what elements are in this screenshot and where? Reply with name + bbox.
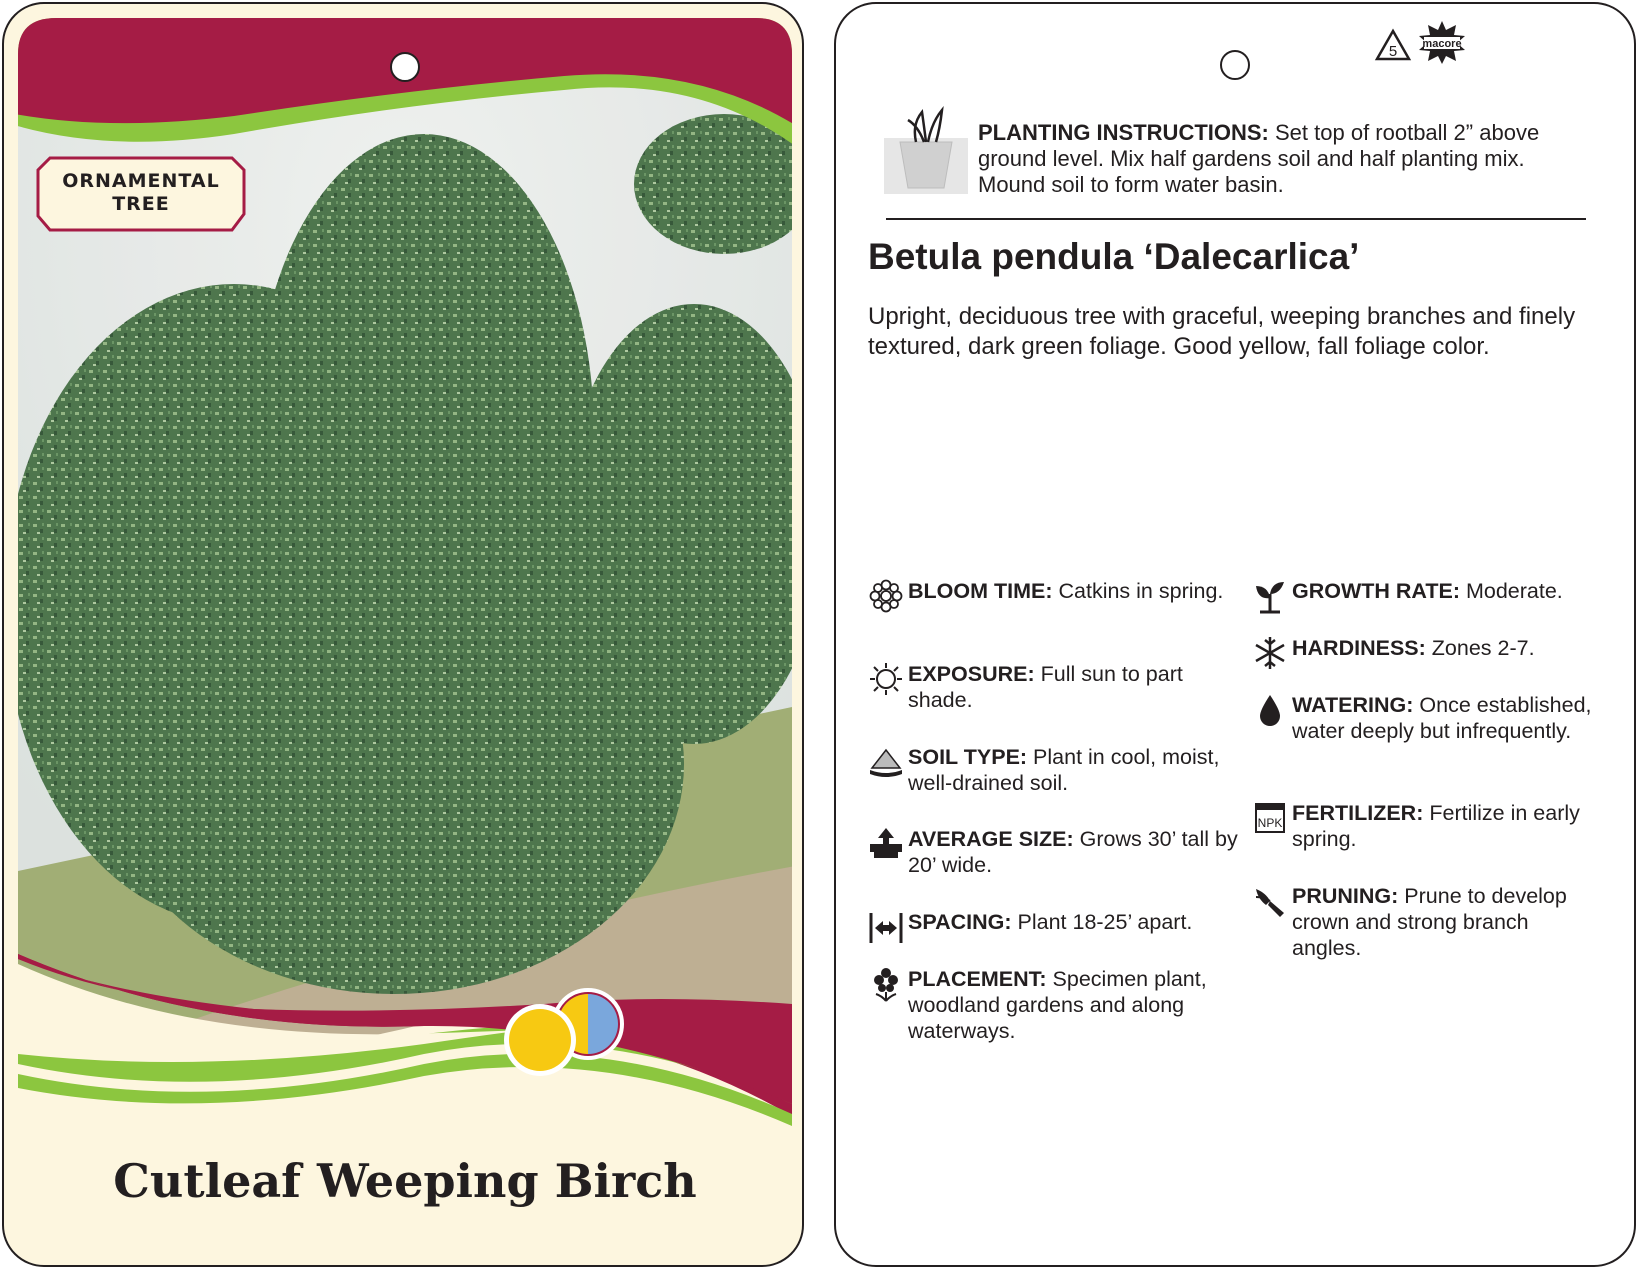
- pot-icon: [884, 106, 968, 198]
- attr-label: SOIL TYPE:: [908, 745, 1028, 769]
- front-card: [2, 2, 804, 1267]
- npk-label: NPK: [1257, 816, 1283, 830]
- attr-pruning: [1292, 883, 1602, 961]
- full-sun-icon: [504, 1004, 576, 1076]
- size-icon: [868, 826, 904, 862]
- attr-growth-rate: [1292, 578, 1602, 604]
- attr-label: GROWTH RATE:: [1292, 579, 1460, 603]
- water-drop-icon: [1252, 692, 1288, 728]
- attr-text: Plant 18-25’ apart.: [1011, 910, 1193, 934]
- common-name: Cutleaf Weeping Birch: [113, 1154, 697, 1208]
- npk-icon: [1252, 800, 1288, 836]
- attr-exposure: [908, 661, 1248, 713]
- hang-hole: [1220, 50, 1250, 80]
- attr-text: Fertilize in early spring.: [1292, 801, 1580, 851]
- attr-text: Zones 2-7.: [1425, 636, 1535, 660]
- sun-icon: [868, 661, 904, 697]
- back-card: [834, 2, 1636, 1267]
- plant-description: Upright, deciduous tree with graceful, weeping branches and finely textured, dark green foliage. Good yellow, fall foliage color.: [868, 303, 1576, 360]
- attr-label: EXPOSURE:: [908, 662, 1035, 686]
- category-badge: [36, 156, 246, 234]
- badge-line-2: TREE: [112, 193, 170, 215]
- attr-bloom-time: [908, 578, 1248, 604]
- recycle-icon: [1374, 28, 1412, 64]
- attr-label: HARDINESS:: [1292, 636, 1426, 660]
- attr-soil-type: [908, 744, 1248, 796]
- attr-placement: [908, 966, 1248, 1044]
- divider-rule: [886, 218, 1586, 220]
- attr-label: PLACEMENT:: [908, 967, 1047, 991]
- planting-text: Set top of rootball 2” above ground level. Mix half gardens soil and half planting mix. Mound soil to form water basin.: [978, 120, 1540, 197]
- flower-icon: [868, 578, 904, 614]
- placement-icon: [868, 966, 904, 1002]
- attr-label: SPACING:: [908, 910, 1012, 934]
- attr-text: Grows 30’ tall by 20’ wide.: [908, 827, 1238, 877]
- attr-label: AVERAGE SIZE:: [908, 827, 1074, 851]
- attr-text: Prune to develop crown and strong branch angles.: [1292, 884, 1567, 960]
- attr-hardiness: [1292, 635, 1602, 661]
- attr-label: PRUNING:: [1292, 884, 1399, 908]
- attr-average-size: [908, 826, 1248, 878]
- brand-mark: macore: [1422, 38, 1462, 50]
- attr-text: Moderate.: [1460, 579, 1563, 603]
- badge-line-1: ORNAMENTAL: [62, 170, 220, 192]
- attr-fertilizer: [1257, 800, 1602, 852]
- attr-watering: [1292, 692, 1602, 744]
- attr-text: Catkins in spring.: [1052, 579, 1224, 603]
- planting-instructions: [884, 106, 1584, 200]
- exposure-icons: [502, 984, 642, 1084]
- recycle-number: 5: [1388, 43, 1398, 60]
- hang-hole: [390, 52, 420, 82]
- attr-label: WATERING:: [1292, 693, 1414, 717]
- attr-text: Specimen plant, woodland gardens and along waterways.: [908, 967, 1207, 1043]
- sprout-icon: [1252, 578, 1288, 614]
- pruners-icon: [1252, 883, 1288, 919]
- spacing-icon: [868, 909, 904, 945]
- attr-text: Plant in cool, moist, well-drained soil.: [908, 745, 1220, 795]
- attr-text: Once established, water deeply but infrequently.: [1292, 693, 1592, 743]
- attr-label: FERTILIZER:: [1292, 801, 1424, 825]
- attr-label: BLOOM TIME:: [908, 579, 1053, 603]
- attr-text: Full sun to part shade.: [908, 662, 1183, 712]
- botanical-name: Betula pendula ‘Dalecarlica’: [868, 236, 1360, 277]
- attr-spacing: [908, 909, 1248, 935]
- planting-label: PLANTING INSTRUCTIONS:: [978, 120, 1269, 145]
- snowflake-icon: [1252, 635, 1288, 671]
- soil-icon: [868, 744, 904, 780]
- macore-logo-icon: [1416, 20, 1468, 64]
